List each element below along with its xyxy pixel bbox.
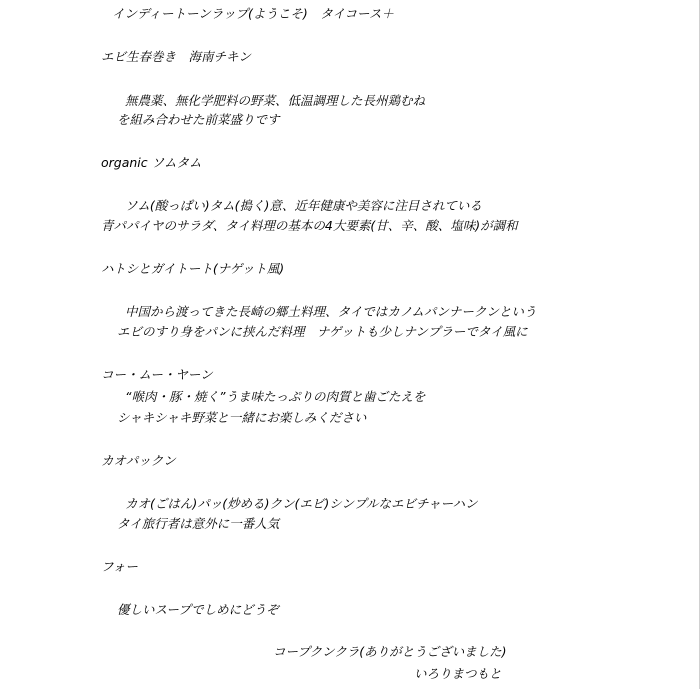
course-name: organic ソムタム (101, 155, 202, 170)
course-description: タイ旅行者は意外に一番人気 (117, 516, 280, 531)
course-description: 無農薬、無化学肥料の野菜、低温調理した長州鶏むね (125, 93, 426, 108)
signature: いろりまつもと (414, 666, 502, 681)
course-description: 中国から渡ってきた長崎の郷土料理、タイではカノムパンナークンという (125, 304, 537, 319)
closing-message: コープクンクラ(ありがとうございました) (273, 644, 507, 659)
course-description: “喉肉・豚・焼く”うま味たっぷりの肉質と歯ごたえを (125, 389, 426, 404)
menu-title: インディートーンラップ(ようこそ) タイコース＋ (112, 6, 394, 21)
course-description: エビのすり身をパンに挟んだ料理 ナゲットも少しナンプラーでタイ風に (117, 324, 528, 339)
course-name: コー・ムー・ヤーン (101, 367, 213, 382)
course-name: フォー (101, 559, 138, 574)
course-description: カオ(ごはん)パッ(炒める)クン(エビ)シンプルなエビチャーハン (125, 496, 478, 511)
course-description: ソム(酸っぱい)タム(搗く)意、近年健康や美容に注目されている (125, 198, 482, 213)
course-description: 青パパイヤのサラダ、タイ料理の基本の4大要素(甘、辛、酸、塩味)が調和 (101, 218, 518, 233)
course-name: エビ生春巻き 海南チキン (101, 49, 251, 64)
course-description: を組み合わせた前菜盛りです (117, 112, 280, 127)
course-description: 優しいスープでしめにどうぞ (117, 602, 279, 617)
course-name: ハトシとガイトート(ナゲット風) (101, 261, 285, 276)
course-description: シャキシャキ野菜と一緒にお楽しみください (117, 410, 367, 425)
course-name: カオパックン (101, 453, 176, 468)
